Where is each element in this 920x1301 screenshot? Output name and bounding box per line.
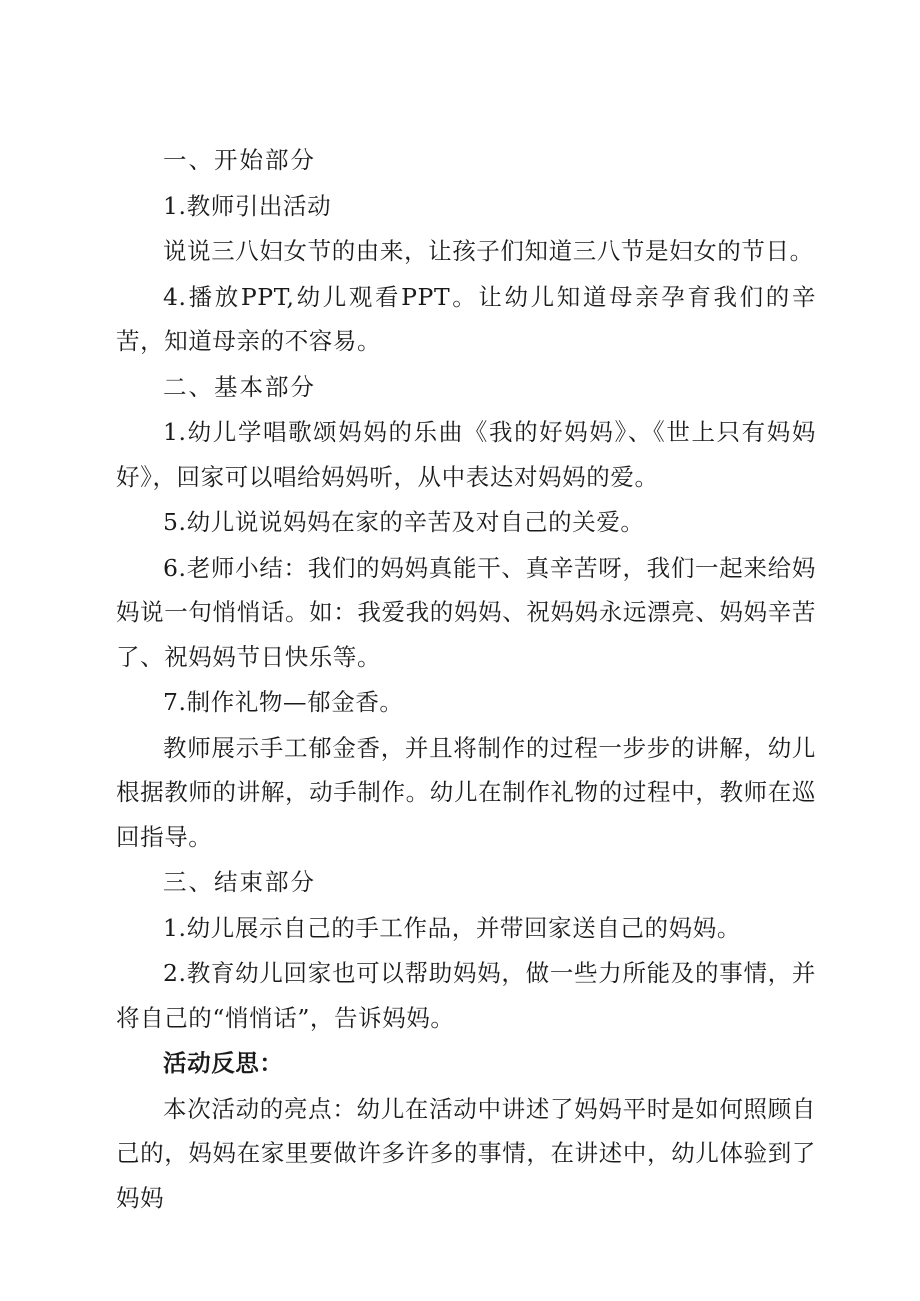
step-children-talk: 5.幼儿说说妈妈在家的辛苦及对自己的关爱。	[163, 508, 645, 536]
section-heading-reflection: 活动反思：	[163, 1049, 284, 1077]
step-show-works: 1.幼儿展示自己的手工作品，并带回家送自己的妈妈。	[163, 913, 741, 942]
step-play-ppt: 4.播放PPT,幼儿观看PPT。让幼儿知道母亲孕育我们的辛苦，知道母亲的不容易。	[116, 282, 816, 355]
document-body	[116, 138, 816, 1221]
paragraph-reflection: 本次活动的亮点：幼儿在活动中讲述了妈妈平时是如何照顾自己的，妈妈在家里要做许多许多的事情，在讲述中，幼儿体验到了妈妈	[116, 1094, 816, 1212]
step-learn-songs: 1.幼儿学唱歌颂妈妈的乐曲《我的好妈妈》、《世上只有妈妈好》，回家可以唱给妈妈听，从中表达对妈妈的爱。	[116, 418, 816, 491]
paragraph-womens-day-origin: 说说三八妇女节的由来，让孩子们知道三八节是妇女的节日。	[163, 237, 814, 265]
section-heading-basic: 二、基本部分	[163, 372, 316, 401]
step-help-mom: 2.教育幼儿回家也可以帮助妈妈，做一些力所能及的事情，并将自己的“悄悄话”，告诉妈妈。	[116, 959, 816, 1032]
section-heading-end: 三、结束部分	[163, 868, 316, 896]
step-make-gift: 7.制作礼物—郁金香。	[163, 688, 404, 716]
paragraph-tulip-craft: 教师展示手工郁金香，并且将制作的过程一步步的讲解，幼儿根据教师的讲解，动手制作。幼儿在制作礼物的过程中，教师在巡回指导。	[116, 733, 816, 851]
step-teacher-summary: 6.老师小结：我们的妈妈真能干、真辛苦呀，我们一起来给妈妈说一句悄悄话。如：我爱我的妈妈、祝妈妈永远漂亮、妈妈辛苦了、祝妈妈节日快乐等。	[116, 553, 816, 671]
step-intro-activity: 1.教师引出活动	[163, 191, 332, 220]
section-heading-start: 一、开始部分	[163, 146, 316, 174]
